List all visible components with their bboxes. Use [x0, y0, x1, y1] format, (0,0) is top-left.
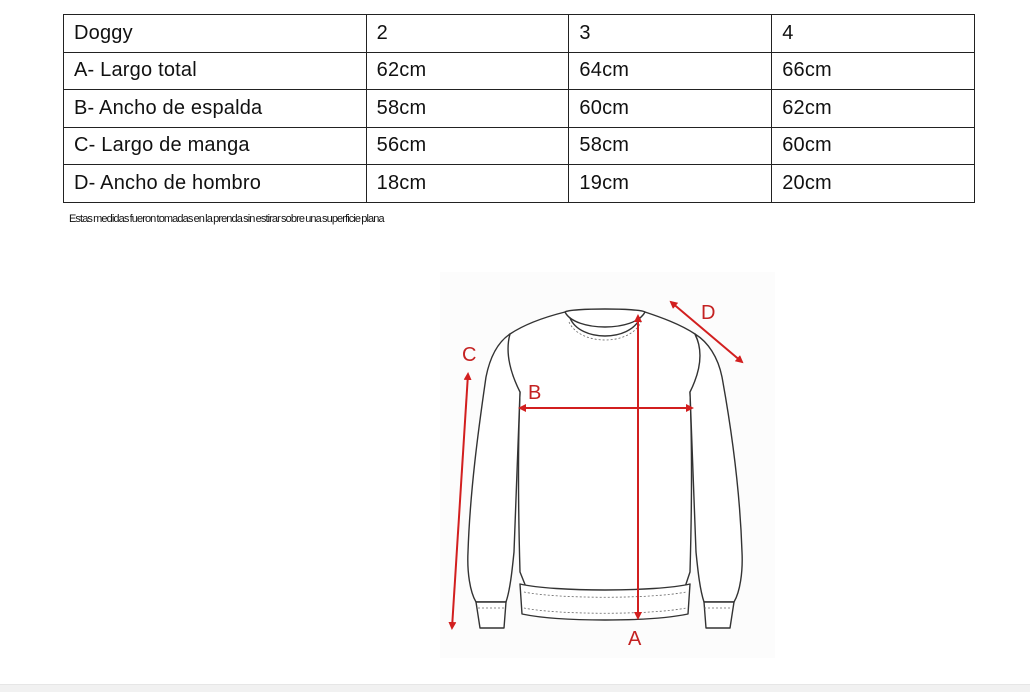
- table-cell: 20cm: [772, 165, 975, 203]
- label-b: B: [528, 382, 542, 404]
- table-header-cell: 3: [569, 15, 772, 53]
- table-row: [64, 52, 975, 90]
- sweatshirt-illustration: [440, 272, 775, 658]
- left-cuff: [476, 602, 506, 628]
- measure-c-arrow: [452, 374, 468, 628]
- table-cell: D- Ancho de hombro: [64, 165, 367, 203]
- table-cell: 66cm: [772, 52, 975, 90]
- label-d: D: [701, 302, 716, 324]
- left-sleeve: [468, 334, 520, 602]
- table-cell: 62cm: [366, 52, 569, 90]
- right-sleeve: [690, 334, 742, 602]
- table-header-row: [64, 15, 975, 53]
- measurement-note: Estas medidas fueron tomadas en la prenda sin estirar sobre una superficie plana: [69, 213, 384, 225]
- table-cell: 58cm: [569, 127, 772, 165]
- label-a: A: [628, 628, 642, 650]
- sweatshirt-diagram: [440, 272, 775, 658]
- table-cell: 60cm: [569, 90, 772, 128]
- table-cell: 19cm: [569, 165, 772, 203]
- table-row: [64, 165, 975, 203]
- table-cell: 64cm: [569, 52, 772, 90]
- right-cuff: [704, 602, 734, 628]
- table-cell: B- Ancho de espalda: [64, 90, 367, 128]
- size-chart-table: [63, 14, 975, 203]
- table-cell: C- Largo de manga: [64, 127, 367, 165]
- table-cell: 58cm: [366, 90, 569, 128]
- table-cell: 18cm: [366, 165, 569, 203]
- table-row: [64, 90, 975, 128]
- table-header-cell: 4: [772, 15, 975, 53]
- table-row: [64, 127, 975, 165]
- table-cell: 62cm: [772, 90, 975, 128]
- table-cell: 60cm: [772, 127, 975, 165]
- label-c: C: [462, 344, 477, 366]
- hem-band: [520, 584, 690, 620]
- table-header-cell: Doggy: [64, 15, 367, 53]
- table-cell: 56cm: [366, 127, 569, 165]
- table-header-cell: 2: [366, 15, 569, 53]
- table-cell: A- Largo total: [64, 52, 367, 90]
- sweatshirt-body: [495, 312, 710, 592]
